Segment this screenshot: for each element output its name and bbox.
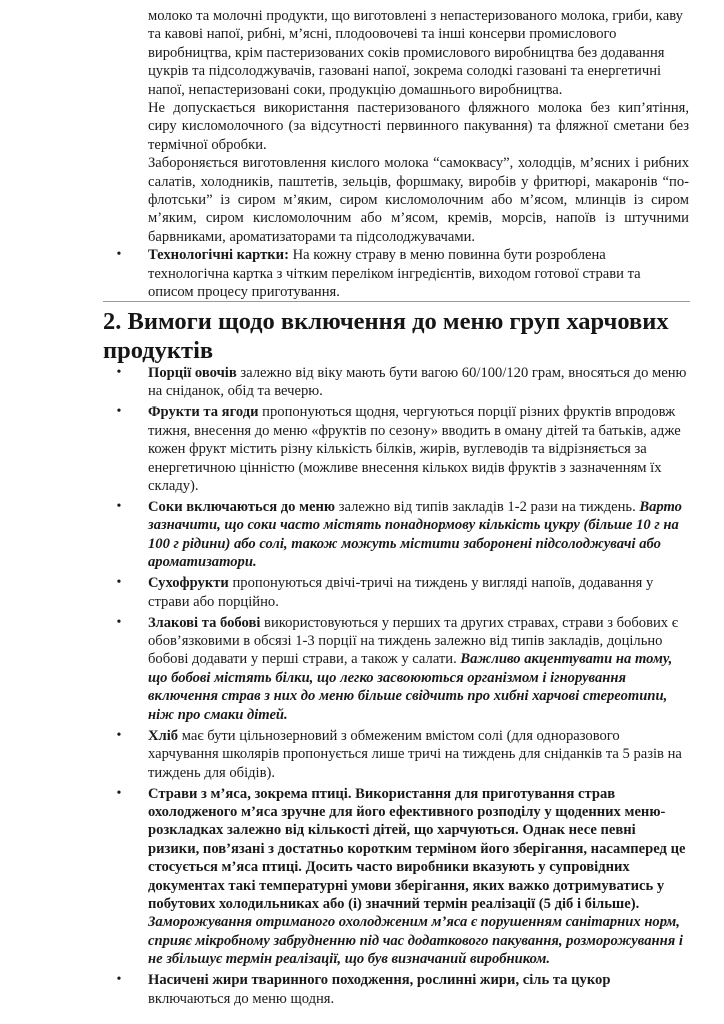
- list-item-bread: [116, 727, 689, 782]
- item-emphasis: Заморожування отриманого охолодженим м’яса є порушенням санітарних норм, сприяє мікробному забрудненню під час додаткового пакування, розморожування і не збільшує термін реалізації, що був визначаний виробником.: [148, 914, 683, 968]
- item-text: має бути цільнозерновий з обмеженим вмістом солі (для одноразового харчування школярів пропонується лише тричі на тиждень для сніданків та 5 разів на тиждень для обідів).: [148, 727, 682, 781]
- list-item-juices: [116, 498, 689, 572]
- item-bold-label: Хліб: [148, 727, 179, 744]
- item-bold-label: Технологічні картки:: [148, 247, 289, 264]
- bullet-icon: •: [116, 499, 122, 515]
- item-text: залежно від типів закладів 1-2 рази на тиждень.: [335, 499, 640, 516]
- section-2-body: [116, 364, 689, 1011]
- bullet-icon: •: [116, 972, 122, 988]
- paragraph-forbidden-dishes: Забороняється виготовлення кислого молока “самоквасу”, холодців, м’ясних і рибних салатів, холодників, паштетів, зельців, форшмаку, виробів у фритюрі, макаронів “по-флотськи” із сиром м’яким, сиром кисломолочним або м’ясом, млинців із сиром м’яким, сиром кисломолочним або м’ясом, кремів, морсів, напоїв із штучними барвниками, ароматизаторами та підсолоджувачами.: [148, 155, 689, 245]
- item-emphasis: Варто зазначити, що соки часто містять понаднормову кількість цукру (більше 10 г на 100 г рідини) або солі, також можуть містити заборонені підсолоджувачі або ароматизатори.: [148, 499, 682, 571]
- item-text: пропонуються двічі-тричі на тиждень у вигляді напоїв, додавання у страви або порційно.: [148, 575, 654, 610]
- item-text: включаються до меню щодня.: [148, 990, 335, 1007]
- item-bold-label: Сухофрукти: [148, 575, 229, 592]
- item-bold-label: Злакові та бобові: [148, 614, 261, 631]
- bullet-icon: •: [116, 575, 122, 591]
- bullet-icon: •: [116, 404, 122, 420]
- item-bold-label: Фрукти та ягоди: [148, 404, 259, 421]
- item-text: пропонуються щодня, чергуються порції різних фруктів впродовж тижня, внесення до меню «фруктів по сезону» вводить в оману дітей та батьків, адже кожен фрукт містить різну кількість білків, жирів, вуглеводів та відрізняється за енергетичною цінністю (можливе внесення кількох видів фруктів з зазначенням їх складу).: [148, 404, 681, 495]
- item-bold-label: Соки включаються до меню: [148, 499, 336, 516]
- bullet-icon: •: [116, 365, 122, 380]
- bullet-icon: •: [116, 247, 122, 263]
- item-text: залежно від віку мають бути вагою 60/100/120 грам, вносяться до меню на сніданок, обід та вечерю.: [148, 365, 687, 400]
- paragraph-prohibited-products: молоко та молочні продукти, що виготовлені з непастеризованого молока, гриби, каву та кавові напої, рибні, м’ясні, плодоовочеві та інші консерви промислового виробництва, крім пастеризованих соків промислового виробництва без додавання цукрів та підсолоджувачів, газовані напої, зокрема солодкі газовані та енергетичні напої, непастеризовані соки, продукцію домашнього виробництва.: [148, 8, 683, 98]
- item-text: На кожну страву в меню повинна бути розроблена технологічна картка з чітким переліком інгредієнтів, виходом готової страви та описом процесу приготування.: [148, 247, 641, 301]
- tech-cards-list: [116, 246, 689, 301]
- list-item-fats-salt-sugar: [116, 971, 689, 1008]
- list-item-fruits: [116, 403, 689, 495]
- bullet-icon: •: [116, 785, 122, 801]
- list-item-tech-cards: [116, 246, 689, 301]
- list-item-vegetables: [116, 364, 689, 401]
- horizontal-divider: [103, 301, 690, 302]
- bullet-icon: •: [116, 614, 122, 630]
- section-1-continuation: [116, 7, 689, 302]
- item-text: використовуються у перших та других стравах, страви з бобових є обов’язковими в обсязі 1-3 порції на тиждень залежно від типів закладів, доцільно бобові додавати у перші страви, а також у салати.: [148, 614, 679, 668]
- paragraph-milk-rules: Не допускається використання пастеризованого фляжного молока без кип’ятіння, сиру кисломолочного (за відсутності первинного пакування) та фляжної сметани без термічної обробки.: [148, 100, 689, 153]
- item-bold-label: Порції овочів: [148, 365, 237, 381]
- list-item-dried-fruits: [116, 574, 689, 611]
- list-item-cereals-legumes: [116, 614, 689, 724]
- item-emphasis: Важливо акцентувати на тому, що бобові містять білки, що легко засвоюються організмом і ігнорування включення страв з них до меню більше свідчить про хибні харчові стереотипи, ніж про смаки дітей.: [148, 651, 673, 723]
- item-bold-label: Страви з м’яса, зокрема птиці. Використання для приготування страв охолодженого м’яса зручне для його ефективного розподілу у щоденних меню-розкладках залежно від кількості дітей, що харчуються. Однак несе певні ризики, пов’язані з достатньо коротким терміном його зберігання, насамперед це стосується м’яса птиці. Досить часто виробники вказують у супровідних документах такі температурні умови зберігання, яких важко дотримуватись у побутових холодильниках або (і) значний термін реалізації (5 діб і більше).: [148, 785, 686, 912]
- bullet-icon: •: [116, 727, 122, 743]
- section-2-heading: 2. Вимоги щодо включення до меню груп харчових продуктів: [103, 308, 669, 364]
- list-item-meat: [116, 785, 689, 969]
- food-groups-list: [116, 364, 689, 1008]
- item-bold-label: Насичені жири тваринного походження, рослинні жири, сіль та цукор: [148, 972, 611, 989]
